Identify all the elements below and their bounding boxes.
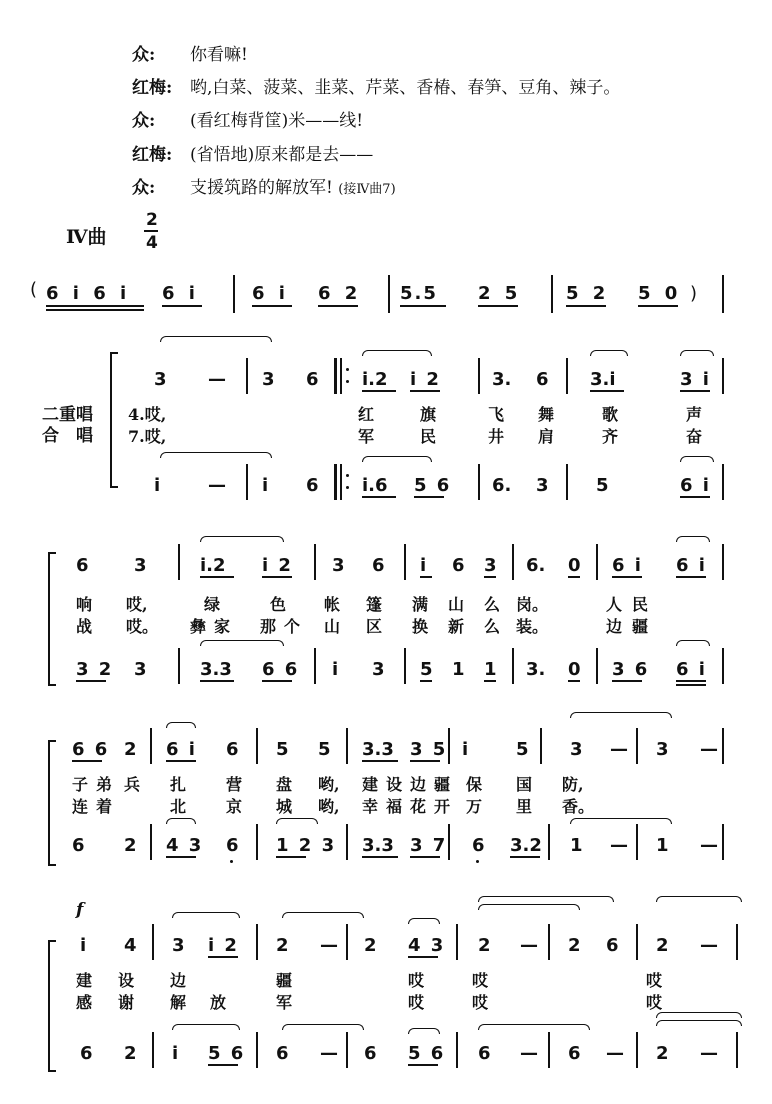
- time-signature-bottom: 4: [146, 233, 158, 253]
- barline: [636, 728, 638, 764]
- barline: [150, 728, 152, 764]
- lyric: 疆: [434, 775, 451, 794]
- note: 3: [134, 555, 147, 576]
- lyric: 装。: [516, 617, 549, 636]
- barline: [636, 824, 638, 860]
- barline: [722, 544, 724, 580]
- note: i.6: [362, 475, 388, 496]
- intro-note: 6 2: [318, 283, 362, 304]
- system-bracket: [110, 352, 118, 488]
- note: 6 i: [676, 555, 707, 576]
- note: 3.: [492, 369, 512, 390]
- note: 0: [568, 555, 581, 576]
- barline: [548, 824, 550, 860]
- dialogue-text: 你看嘛!: [190, 45, 248, 65]
- note: —: [700, 935, 718, 956]
- section-label: Ⅳ曲: [66, 226, 107, 248]
- note: 4 3: [166, 835, 204, 856]
- intro-note: 6 i: [162, 283, 199, 304]
- barline: [540, 728, 542, 764]
- note: —: [320, 1043, 338, 1064]
- lyric: 开: [434, 797, 451, 816]
- lyric: 城: [276, 797, 293, 816]
- note: 6: [306, 475, 319, 496]
- dialogue-line: [132, 73, 620, 98]
- note: 6: [478, 1043, 491, 1064]
- lyric: 家: [214, 617, 231, 636]
- note: 3: [262, 369, 275, 390]
- lyric: 舞: [538, 405, 555, 424]
- intro-note: 5.5: [400, 283, 438, 304]
- note: 3 7: [410, 835, 448, 856]
- lyric: 篷: [366, 595, 383, 614]
- note: 2: [276, 935, 289, 956]
- note: 3.3: [200, 659, 232, 680]
- lyric: 山: [324, 617, 341, 636]
- note: 6: [226, 739, 239, 760]
- note: i 2: [208, 935, 239, 956]
- lyric: 声: [686, 405, 703, 424]
- note: 3.2: [510, 835, 542, 856]
- note: 3.3: [362, 835, 394, 856]
- barline: [314, 648, 316, 684]
- note: —: [208, 475, 226, 496]
- part-label: 二重唱: [42, 405, 93, 425]
- dialogue-line: [132, 140, 373, 165]
- lyric: 奋: [686, 427, 703, 446]
- note: 6: [226, 835, 239, 856]
- intro-note: 2 5: [478, 283, 522, 304]
- lyric: 4.哎,: [128, 405, 167, 424]
- lyric: 边: [410, 775, 427, 794]
- lyric: 营: [226, 775, 243, 794]
- note: —: [520, 1043, 538, 1064]
- dialogue-line: [132, 40, 248, 65]
- speaker: 众:: [132, 178, 156, 198]
- barline: [233, 275, 235, 313]
- note: 6 6: [262, 659, 300, 680]
- note: 6 i: [166, 739, 197, 760]
- note: —: [520, 935, 538, 956]
- lyric: 边: [170, 971, 187, 990]
- note: 3.: [526, 659, 546, 680]
- note: 6: [568, 1043, 581, 1064]
- note: i 2: [410, 369, 441, 390]
- lyric: 帐: [324, 595, 341, 614]
- lyric: 万: [466, 797, 483, 816]
- note: —: [320, 935, 338, 956]
- lyric: 弟: [96, 775, 113, 794]
- barline: [256, 1032, 258, 1068]
- note: 1: [570, 835, 583, 856]
- lyric: 歌: [602, 405, 619, 424]
- barline: [256, 824, 258, 860]
- lyric: 彝: [190, 617, 207, 636]
- lyric: 红: [358, 405, 375, 424]
- note: 6: [364, 1043, 377, 1064]
- repeat-barline: [334, 464, 337, 500]
- lyric: 响: [76, 595, 93, 614]
- lyric: 盘: [276, 775, 293, 794]
- note: 1: [452, 659, 465, 680]
- barline: [566, 358, 568, 394]
- barline: [722, 464, 724, 500]
- barline: [178, 544, 180, 580]
- note: 6: [276, 1043, 289, 1064]
- lyric: 军: [276, 993, 293, 1012]
- barline: [722, 824, 724, 860]
- note: i: [462, 739, 469, 760]
- note: 3 6: [612, 659, 650, 680]
- intro-note: 6 i: [252, 283, 289, 304]
- note: i: [154, 475, 161, 496]
- lyric: 哎: [408, 971, 425, 990]
- note: 6: [472, 835, 485, 856]
- lyric: 战: [76, 617, 93, 636]
- note: 6 i: [680, 475, 711, 496]
- system-bracket: [48, 552, 56, 686]
- lyric: 哎: [472, 993, 489, 1012]
- note: i: [420, 555, 427, 576]
- lyric: 哎: [646, 993, 663, 1012]
- lyric: 设: [118, 971, 135, 990]
- time-signature-top: 2: [146, 210, 158, 230]
- barline: [152, 1032, 154, 1068]
- note: —: [208, 369, 226, 390]
- speaker: 红梅:: [132, 78, 173, 98]
- barline: [178, 648, 180, 684]
- lyric: 换: [412, 617, 429, 636]
- lyric: 京: [226, 797, 243, 816]
- barline: [152, 924, 154, 960]
- lyric: 解: [170, 993, 187, 1012]
- lyric: 疆: [276, 971, 293, 990]
- note: —: [610, 739, 628, 760]
- note: 6 i: [676, 659, 707, 680]
- barline: [548, 924, 550, 960]
- note: —: [606, 1043, 624, 1064]
- lyric: 区: [366, 617, 383, 636]
- note: 2: [364, 935, 377, 956]
- note: i: [332, 659, 339, 680]
- note: 1: [656, 835, 669, 856]
- note: i: [80, 935, 87, 956]
- lyric: 疆: [632, 617, 649, 636]
- barline: [512, 648, 514, 684]
- barline: [448, 728, 450, 764]
- lyric: 兵: [124, 775, 141, 794]
- lyric: 哎: [472, 971, 489, 990]
- lyric: 着: [96, 797, 113, 816]
- barline: [548, 1032, 550, 1068]
- note: 3: [536, 475, 549, 496]
- lyric: 放: [210, 993, 227, 1012]
- intro-note: 5 2: [566, 283, 610, 304]
- note: 3: [484, 555, 497, 576]
- barline: [636, 1032, 638, 1068]
- barline: [566, 464, 568, 500]
- note: 5: [420, 659, 433, 680]
- note: i.2: [362, 369, 388, 390]
- note: 2: [124, 835, 137, 856]
- barline: [314, 544, 316, 580]
- barline: [448, 824, 450, 860]
- note: 6: [80, 1043, 93, 1064]
- barline: [346, 824, 348, 860]
- barline: [596, 544, 598, 580]
- note: 6: [306, 369, 319, 390]
- barline: [736, 924, 738, 960]
- barline: [736, 1032, 738, 1068]
- lyric: 军: [358, 427, 375, 446]
- lyric: 幸: [362, 797, 379, 816]
- lyric: 么: [484, 595, 501, 614]
- lyric: 民: [420, 427, 437, 446]
- barline: [722, 648, 724, 684]
- dialogue-text: 哟,白菜、菠菜、韭菜、芹菜、香椿、春笋、豆角、辣子。: [190, 78, 621, 98]
- part-label: 合 唱: [42, 426, 93, 446]
- note: 6: [536, 369, 549, 390]
- note: 3: [154, 369, 167, 390]
- time-signature-line: [144, 230, 158, 232]
- system-bracket: [48, 940, 56, 1072]
- lyric: 井: [488, 427, 505, 446]
- note: 5: [276, 739, 289, 760]
- speaker: 众:: [132, 45, 156, 65]
- lyric: 民: [632, 595, 649, 614]
- lyric: 香。: [562, 797, 595, 816]
- dialogue-text: 支援筑路的解放军!: [190, 178, 333, 198]
- note: 2: [124, 739, 137, 760]
- lyric: 建: [362, 775, 379, 794]
- lyric: 哟,: [318, 775, 340, 794]
- note: 6: [72, 835, 85, 856]
- note: 3.i: [590, 369, 616, 390]
- lyric: 哎,: [126, 595, 148, 614]
- note: 3: [372, 659, 385, 680]
- note: 5 6: [408, 1043, 446, 1064]
- note: 0: [568, 659, 581, 680]
- lyric: 国: [516, 775, 533, 794]
- barline: [551, 275, 553, 313]
- note: —: [610, 835, 628, 856]
- note: 3: [656, 739, 669, 760]
- barline: [246, 464, 248, 500]
- lyric: 7.哎,: [128, 427, 167, 446]
- note: 4: [124, 935, 137, 956]
- barline: [722, 275, 724, 313]
- note: 3: [134, 659, 147, 680]
- note: 5: [596, 475, 609, 496]
- speaker: 红梅:: [132, 145, 173, 165]
- barline: [512, 544, 514, 580]
- speaker: 众:: [132, 111, 156, 131]
- note: 5 6: [208, 1043, 246, 1064]
- lyric: 扎: [170, 775, 187, 794]
- barline: [722, 728, 724, 764]
- repeat-barline: [334, 358, 337, 394]
- lyric: 么: [484, 617, 501, 636]
- note: 3: [172, 935, 185, 956]
- intro-note: 6 i 6 i: [46, 283, 131, 304]
- note: —: [700, 835, 718, 856]
- barline: [478, 358, 480, 394]
- note: 4 3: [408, 935, 446, 956]
- lyric: 山: [448, 595, 465, 614]
- barline: [346, 728, 348, 764]
- lyric: 新: [448, 617, 465, 636]
- lyric: 旗: [420, 405, 437, 424]
- barline: [456, 1032, 458, 1068]
- note: 3 i: [680, 369, 711, 390]
- barline: [246, 358, 248, 394]
- lyric: 边: [606, 617, 623, 636]
- note: 6: [452, 555, 465, 576]
- lyric: 哎。: [126, 617, 159, 636]
- lyric: 防,: [562, 775, 584, 794]
- note: i 2: [262, 555, 293, 576]
- lyric: 齐: [602, 427, 619, 446]
- note: 3 2: [76, 659, 114, 680]
- note: i.2: [200, 555, 226, 576]
- lyric: 满: [412, 595, 429, 614]
- barline: [636, 924, 638, 960]
- lyric: 肩: [538, 427, 555, 446]
- lyric: 北: [170, 797, 187, 816]
- lyric: 建: [76, 971, 93, 990]
- note: 3: [332, 555, 345, 576]
- lyric: 子: [72, 775, 89, 794]
- lyric: 岗。: [516, 595, 549, 614]
- note: 6.: [526, 555, 546, 576]
- note: 1: [484, 659, 497, 680]
- note: 2: [478, 935, 491, 956]
- note: 6: [372, 555, 385, 576]
- lyric: 感: [76, 993, 93, 1012]
- note: 2: [656, 935, 669, 956]
- system-bracket: [48, 740, 56, 866]
- barline: [404, 544, 406, 580]
- lyric: 那: [260, 617, 277, 636]
- barline: [256, 728, 258, 764]
- note: 5 6: [414, 475, 452, 496]
- barline: [150, 824, 152, 860]
- lyric: 哟,: [318, 797, 340, 816]
- note: 6: [606, 935, 619, 956]
- barline: [346, 924, 348, 960]
- note: 3.3: [362, 739, 394, 760]
- note: i: [262, 475, 269, 496]
- lyric: 里: [516, 797, 533, 816]
- lyric: 保: [466, 775, 483, 794]
- note: —: [700, 739, 718, 760]
- dialogue-line: [132, 173, 396, 198]
- lyric: 花: [410, 797, 427, 816]
- note: i: [172, 1043, 179, 1064]
- barline: [346, 1032, 348, 1068]
- note: 6: [76, 555, 89, 576]
- note: 2: [568, 935, 581, 956]
- lyric: 绿: [204, 595, 221, 614]
- dialogue-text: (看红梅背筐)米——线!: [190, 111, 364, 131]
- lyric: 哎: [408, 993, 425, 1012]
- note: 6 6: [72, 739, 110, 760]
- note: 6.: [492, 475, 512, 496]
- lyric: 人: [606, 595, 623, 614]
- barline: [456, 924, 458, 960]
- lyric: 色: [270, 595, 287, 614]
- intro-note: 5 0: [638, 283, 682, 304]
- note: 3: [570, 739, 583, 760]
- note: 5: [516, 739, 529, 760]
- barline: [388, 275, 390, 313]
- dynamic-mark: f: [76, 900, 84, 920]
- lyric: 哎: [646, 971, 663, 990]
- lyric: 连: [72, 797, 89, 816]
- note: 3 5: [410, 739, 448, 760]
- lyric: 福: [386, 797, 403, 816]
- dialogue-text: (省悟地)原来都是去——: [190, 145, 374, 165]
- barline: [256, 924, 258, 960]
- barline: [478, 464, 480, 500]
- lyric: 设: [386, 775, 403, 794]
- lyric: 谢: [118, 993, 135, 1012]
- note: 2: [124, 1043, 137, 1064]
- lyric: 个: [284, 617, 301, 636]
- lyric: 飞: [488, 405, 505, 424]
- note: 5: [318, 739, 331, 760]
- dialogue-note: (接Ⅳ曲7): [338, 182, 396, 197]
- dialogue-line: [132, 106, 363, 131]
- note: 6 i: [612, 555, 643, 576]
- note: —: [700, 1043, 718, 1064]
- note: 2: [656, 1043, 669, 1064]
- barline: [596, 648, 598, 684]
- barline: [722, 358, 724, 394]
- barline: [404, 648, 406, 684]
- note: 1 2 3: [276, 835, 337, 856]
